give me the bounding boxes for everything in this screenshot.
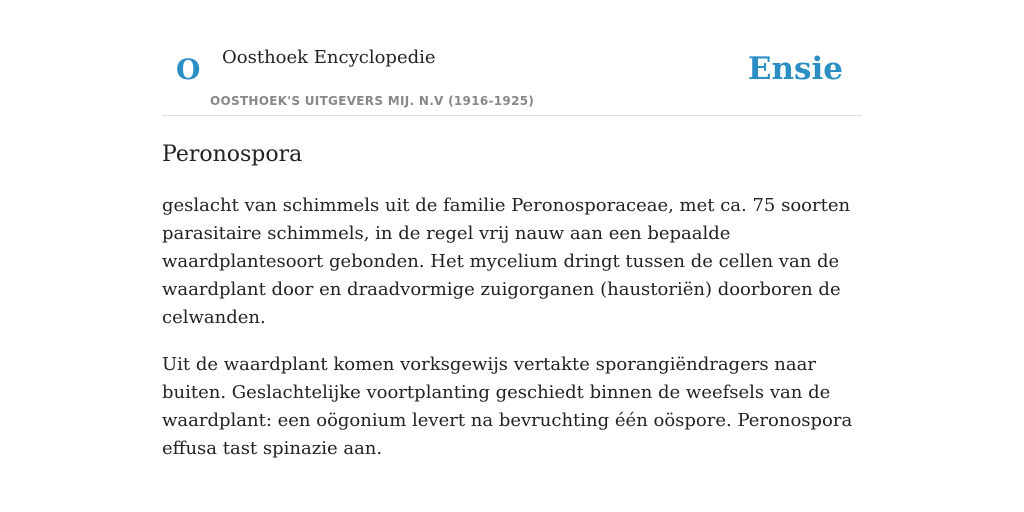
- source-title[interactable]: Oosthoek Encyclopedie: [222, 47, 436, 68]
- page-container: [162, 0, 862, 459]
- source-logo-icon[interactable]: O: [176, 53, 201, 86]
- entry-title: Peronospora: [162, 142, 303, 167]
- source-header: [162, 0, 862, 116]
- entry-body: [162, 192, 862, 482]
- entry-paragraph: geslacht van schimmels uit de familie Peronosporaceae, met ca. 75 soorten parasitaire schimmels, in de regel vrij nauw aan een bepaalde waardplantesoort gebonden. Het mycelium dringt tussen de cellen van de waardplant door en draadvormige zuigorganen (haustoriën) doorboren de celwanden.: [162, 195, 851, 328]
- entry-paragraph: Uit de waardplant komen vorksgewijs vertakte sporangiëndragers naar buiten. Geslachtelijke voortplanting geschiedt binnen de weefsels van de waardplant: een oögonium levert na bevruchting één oöspore. Peronospora effusa tast spinazie aan.: [162, 354, 853, 459]
- source-subtitle: OOSTHOEK'S UITGEVERS MIJ. N.V (1916-1925): [210, 94, 535, 108]
- brand-logo-link[interactable]: Ensie: [747, 51, 843, 87]
